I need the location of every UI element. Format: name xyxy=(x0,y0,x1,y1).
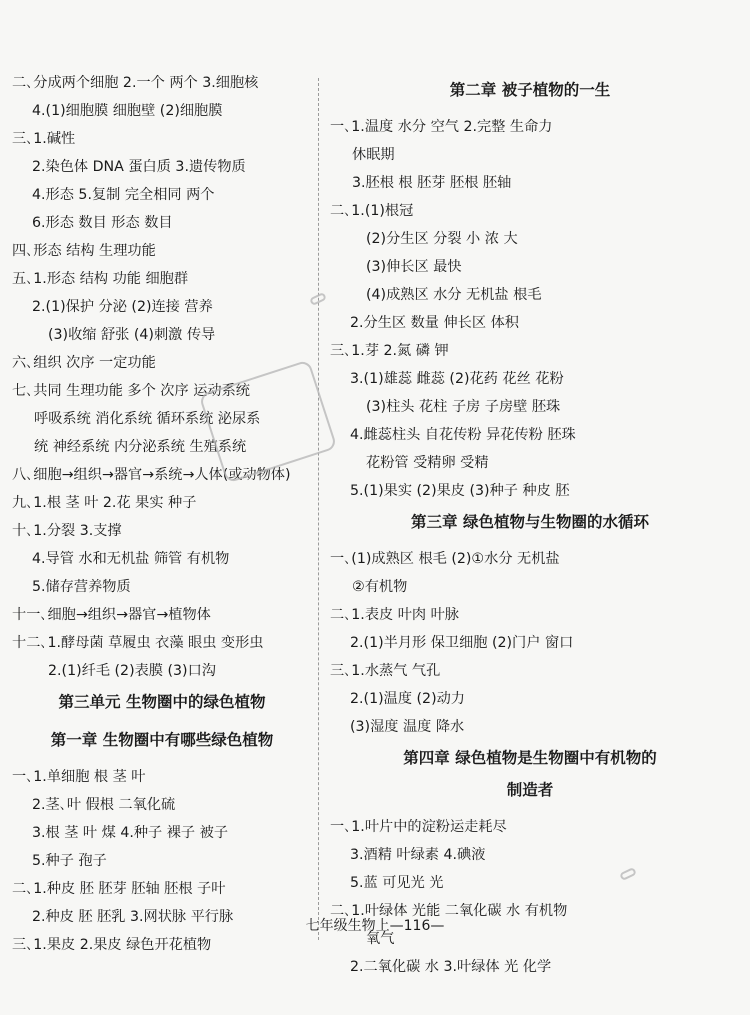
section-heading: 第四章 绿色植物是生物圈中有机物的 xyxy=(403,749,657,767)
answer-line: 2.茎､叶 假根 二氧化硫 xyxy=(32,797,176,813)
column-divider xyxy=(318,78,319,940)
answer-line: 2.分生区 数量 伸长区 体积 xyxy=(350,315,519,331)
answer-line: (3)湿度 温度 降水 xyxy=(350,719,465,735)
answer-line: 八､细胞→组织→器官→系统→人体(或动物体) xyxy=(12,467,291,483)
answer-line: 4.导管 水和无机盐 筛管 有机物 xyxy=(32,551,230,567)
answer-line: 一､(1)成熟区 根毛 (2)①水分 无机盐 xyxy=(330,551,560,567)
answer-line: 4.形态 5.复制 完全相同 两个 xyxy=(32,187,215,203)
answer-line: 一､1.温度 水分 空气 2.完整 生命力 xyxy=(330,119,553,135)
answer-line: 二､1.表皮 叶肉 叶脉 xyxy=(330,607,459,623)
page-footer: 七年级生物上—116— xyxy=(305,918,445,934)
answer-line: 三､1.碱性 xyxy=(12,131,76,147)
answer-line: 2.染色体 DNA 蛋白质 3.遗传物质 xyxy=(32,159,246,175)
answer-line: 七､共同 生理功能 多个 次序 运动系统 xyxy=(12,383,250,399)
section-heading: 第三章 绿色植物与生物圈的水循环 xyxy=(411,513,649,531)
answer-line: 4.(1)细胞膜 细胞壁 (2)细胞膜 xyxy=(32,103,223,119)
answer-line: 三､1.果皮 2.果皮 绿色开花植物 xyxy=(12,937,212,953)
answer-line: 一､1.单细胞 根 茎 叶 xyxy=(12,769,146,785)
answer-line: 2.种皮 胚 胚乳 3.网状脉 平行脉 xyxy=(32,909,234,925)
answer-line: (3)收缩 舒张 (4)刺激 传导 xyxy=(48,327,216,343)
section-heading: 第三单元 生物圈中的绿色植物 xyxy=(58,693,266,711)
answer-line: 十一､细胞→组织→器官→植物体 xyxy=(12,607,211,623)
answer-line: 呼吸系统 消化系统 循环系统 泌尿系 xyxy=(34,411,261,427)
answer-line: (4)成熟区 水分 无机盐 根毛 xyxy=(366,287,542,303)
answer-line: 3.(1)雄蕊 雌蕊 (2)花药 花丝 花粉 xyxy=(350,371,564,387)
answer-line: 三､1.芽 2.氮 磷 钾 xyxy=(330,343,449,359)
left-column xyxy=(12,70,312,960)
section-heading: 制造者 xyxy=(506,781,554,799)
answer-line: 2.(1)纤毛 (2)表膜 (3)口沟 xyxy=(48,663,216,679)
answer-line: 2.(1)温度 (2)动力 xyxy=(350,691,465,707)
answer-line: 十､1.分裂 3.支撑 xyxy=(12,523,122,539)
answer-line: 四､形态 结构 生理功能 xyxy=(12,243,156,259)
answer-line: 花粉管 受精卵 受精 xyxy=(366,455,489,471)
answer-line: (3)伸长区 最快 xyxy=(366,259,462,275)
answer-line: 5.蓝 可见光 光 xyxy=(350,875,444,891)
answer-line: 4.雌蕊柱头 自花传粉 异花传粉 胚珠 xyxy=(350,427,576,443)
answer-line: 五､1.形态 结构 功能 细胞群 xyxy=(12,271,189,287)
answer-line: 6.形态 数目 形态 数目 xyxy=(32,215,173,231)
answer-line: 二､1.种皮 胚 胚芽 胚轴 胚根 子叶 xyxy=(12,881,226,897)
answer-line: 3.酒精 叶绿素 4.碘液 xyxy=(350,847,486,863)
section-heading: 第二章 被子植物的一生 xyxy=(449,81,611,99)
answer-line: 5.储存营养物质 xyxy=(32,579,131,595)
answer-line: 3.根 茎 叶 煤 4.种子 裸子 被子 xyxy=(32,825,229,841)
answer-line: 六､组织 次序 一定功能 xyxy=(12,355,156,371)
answer-line: 氧气 xyxy=(366,931,395,947)
answer-line: 统 神经系统 内分泌系统 生殖系统 xyxy=(34,439,247,455)
answer-line: ②有机物 xyxy=(352,579,408,595)
answer-line: (2)分生区 分裂 小 浓 大 xyxy=(366,231,518,247)
answer-line: 2.二氧化碳 水 3.叶绿体 光 化学 xyxy=(350,959,552,975)
answer-line: (3)柱头 花柱 子房 子房壁 胚珠 xyxy=(366,399,561,415)
answer-line: 二､分成两个细胞 2.一个 两个 3.细胞核 xyxy=(12,75,259,91)
answer-line: 5.(1)果实 (2)果皮 (3)种子 种皮 胚 xyxy=(350,483,570,499)
answer-line: 休眠期 xyxy=(352,147,395,163)
right-column xyxy=(330,70,730,982)
answer-line: 二､1.叶绿体 光能 二氧化碳 水 有机物 xyxy=(330,903,568,919)
section-heading: 第一章 生物圈中有哪些绿色植物 xyxy=(50,731,274,749)
answer-line: 3.胚根 根 胚芽 胚根 胚轴 xyxy=(352,175,512,191)
answer-line: 一､1.叶片中的淀粉运走耗尽 xyxy=(330,819,507,835)
answer-line: 2.(1)半月形 保卫细胞 (2)门户 窗口 xyxy=(350,635,574,651)
answer-line: 三､1.水蒸气 气孔 xyxy=(330,663,441,679)
answer-line: 九､1.根 茎 叶 2.花 果实 种子 xyxy=(12,495,197,511)
answer-line: 十二､1.酵母菌 草履虫 衣藻 眼虫 变形虫 xyxy=(12,635,264,651)
answer-line: 5.种子 孢子 xyxy=(32,853,107,869)
answer-line: 2.(1)保护 分泌 (2)连接 营养 xyxy=(32,299,213,315)
answer-line: 二､1.(1)根冠 xyxy=(330,203,414,219)
